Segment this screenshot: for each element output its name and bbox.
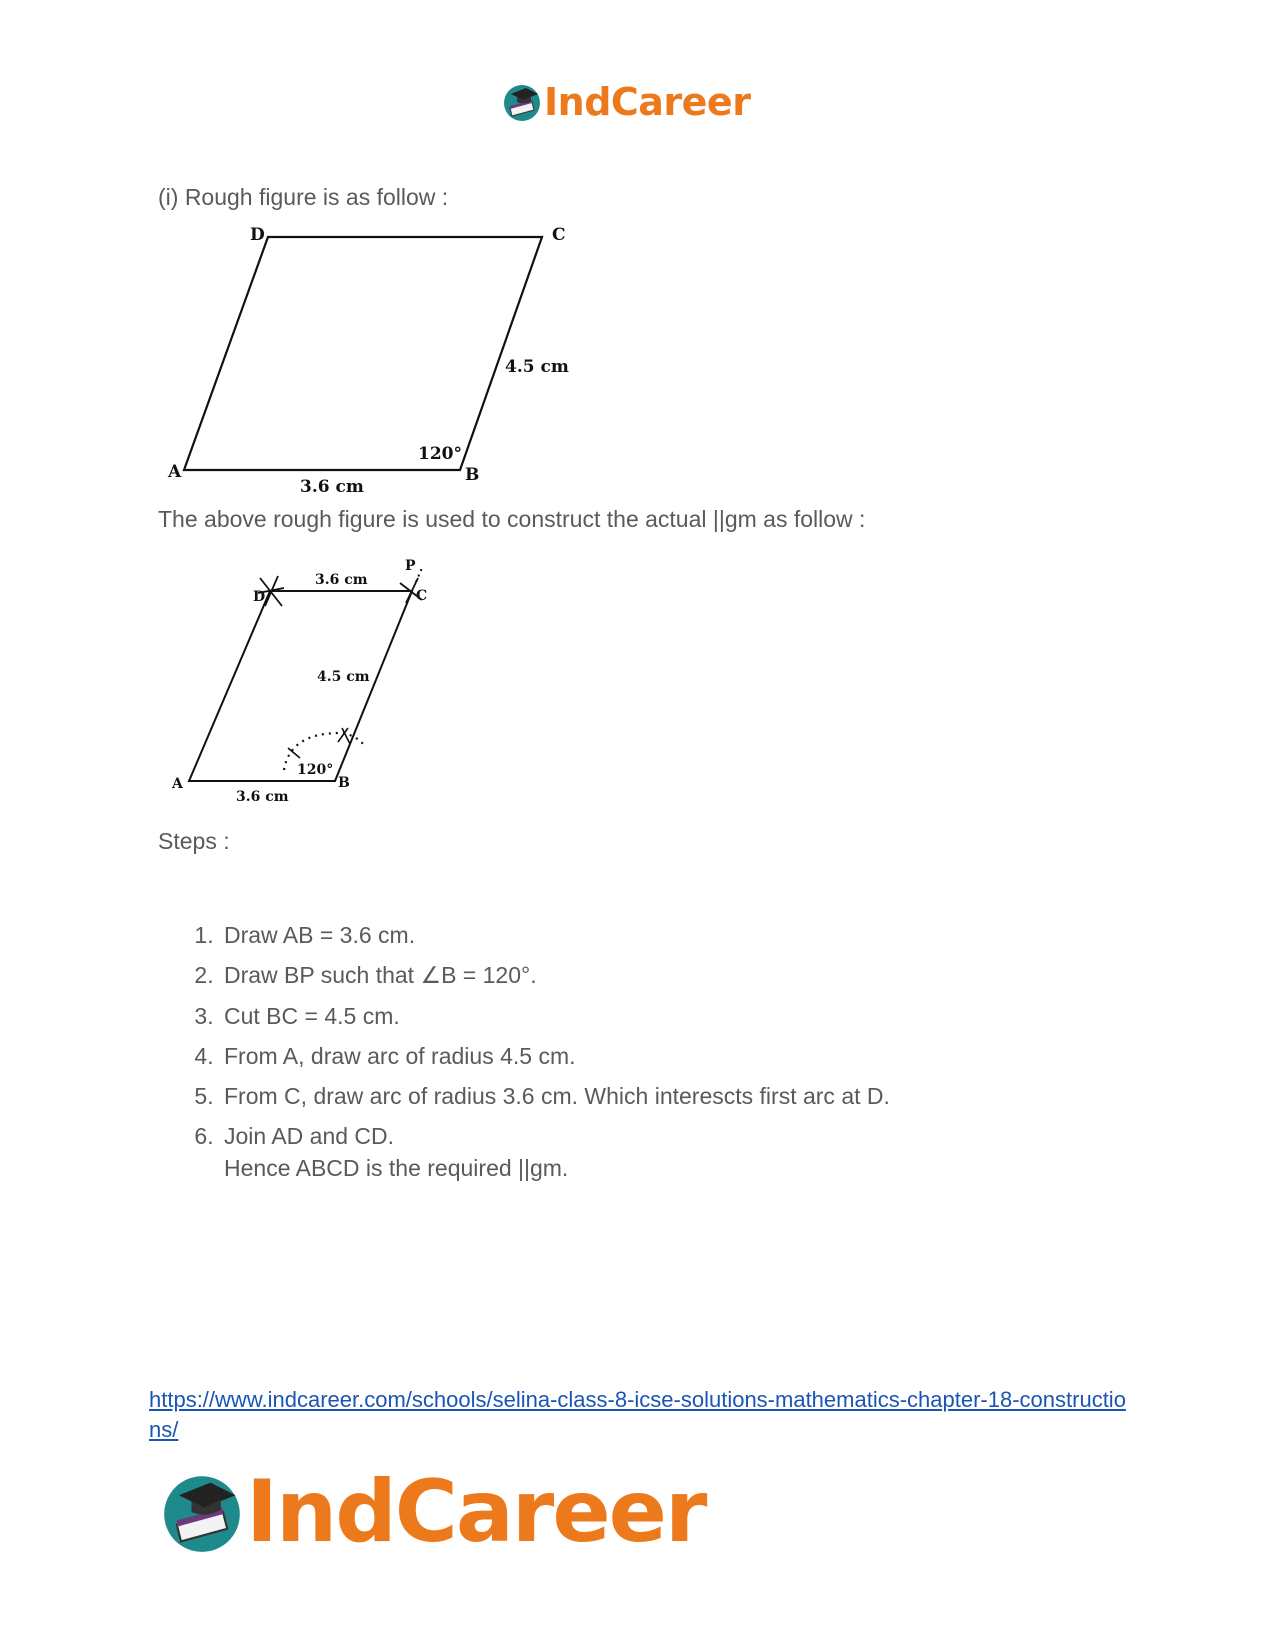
logo-wordmark: IndCareer — [544, 80, 751, 124]
conclusion-text: Hence ABCD is the required ||gm. — [224, 1155, 569, 1181]
footer-logo — [160, 1462, 705, 1562]
logo-wordmark: IndCareer — [246, 1462, 706, 1562]
source-link[interactable]: https://www.indcareer.com/schools/selina-class-8-icse-solutions-mathematics-chapter-18-constructions/ — [149, 1387, 1126, 1442]
intro-text: (i) Rough figure is as follow : — [158, 184, 449, 210]
steps-list — [186, 915, 1220, 1157]
figure2-side-ab: 3.6 cm — [236, 789, 289, 805]
step-item: 3. Cut BC = 4.5 cm. — [220, 996, 1220, 1036]
figure1-side-bc: 4.5 cm — [505, 357, 569, 377]
figure2-label-a: A — [172, 776, 183, 792]
graduation-book-icon — [502, 82, 542, 122]
figure1-label-d: D — [250, 225, 265, 245]
construction-intro: The above rough figure is used to construct the actual ||gm as follow : — [158, 506, 866, 532]
figure1-label-a: A — [168, 462, 182, 482]
figure1-label-c: C — [552, 225, 566, 245]
steps-heading: Steps : — [158, 828, 230, 854]
construction-figure — [160, 548, 460, 808]
step-item: 5. From C, draw arc of radius 3.6 cm. Which interescts first arc at D. — [220, 1076, 1220, 1116]
step-item: 1. Draw AB = 3.6 cm. — [220, 915, 1220, 955]
rough-figure — [160, 222, 580, 492]
figure1-side-ab: 3.6 cm — [300, 477, 364, 492]
step-item: 6. Join AD and CD. — [220, 1116, 1220, 1156]
figure1-angle-b: 120° — [418, 444, 462, 464]
figure2-label-d: D — [253, 589, 266, 605]
figure2-label-c: C — [416, 588, 428, 604]
figure2-side-dc: 3.6 cm — [315, 572, 368, 588]
figure2-label-b: B — [338, 775, 350, 791]
header-logo — [502, 80, 750, 124]
graduation-book-icon — [160, 1470, 244, 1554]
step-item: 4. From A, draw arc of radius 4.5 cm. — [220, 1036, 1220, 1076]
figure2-label-p: P — [405, 558, 416, 574]
step-item: 2. Draw BP such that ∠B = 120°. — [220, 955, 1220, 995]
figure2-angle-b: 120° — [297, 762, 334, 778]
figure1-label-b: B — [465, 465, 480, 485]
figure2-side-bc: 4.5 cm — [317, 669, 370, 685]
